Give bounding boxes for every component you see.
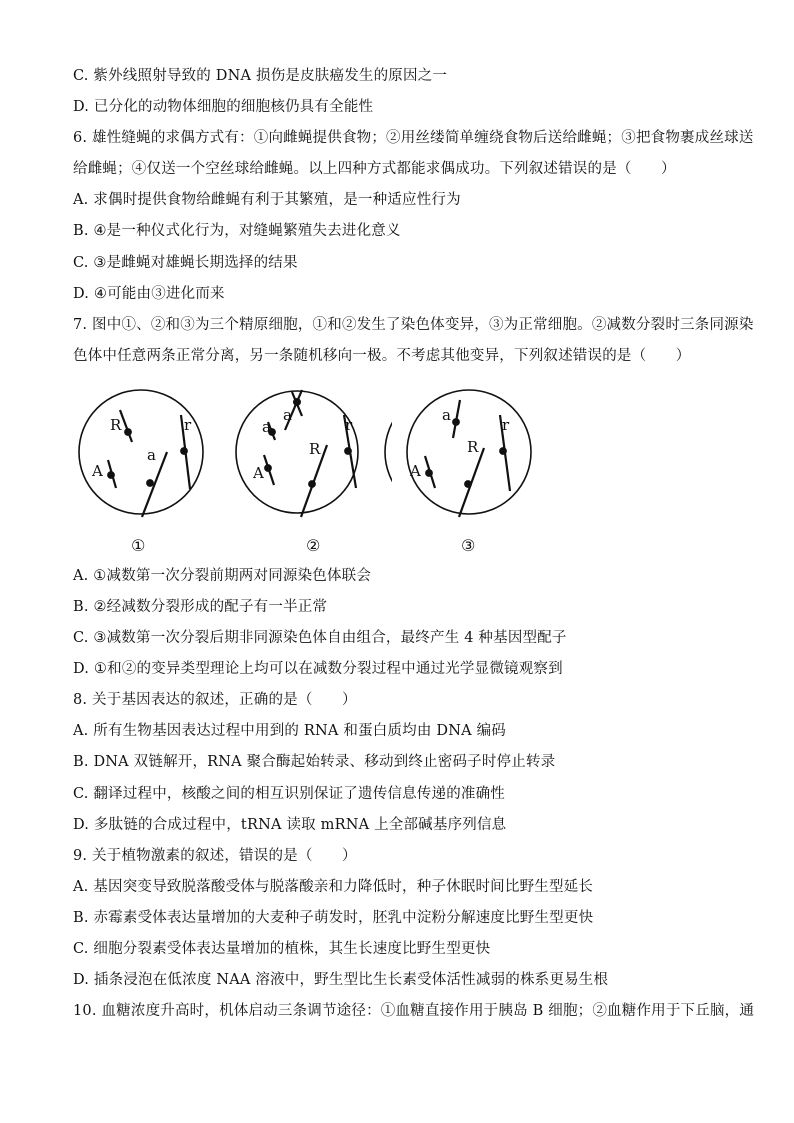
option-a-q6: A. 求偶时提供食物给雌蝇有利于其繁殖，是一种适应性行为	[73, 192, 461, 208]
figure-svg	[72, 380, 392, 560]
option-b-q6: B. ④是一种仪式化行为，对缝蝇繁殖失去进化意义	[73, 223, 401, 239]
figure-svg-cell-3	[392, 380, 562, 560]
chromosome-figure-cell-3	[392, 380, 562, 560]
gene-label: r	[502, 416, 510, 434]
option-c-q8: C. 翻译过程中，核酸之间的相互识别保证了遗传信息传递的准确性	[73, 786, 505, 802]
gene-label: r	[184, 416, 192, 434]
gene-label: R	[309, 440, 321, 458]
question-7-stem-1: 7. 图中①、②和③为三个精原细胞，①和②发生了染色体变异，③为正常细胞。②减数分裂时三条同源染	[73, 317, 754, 333]
gene-label: r	[345, 416, 353, 434]
gene-label: a	[147, 446, 156, 464]
question-6-stem-2: 给雌蝇；④仅送一个空丝球给雌蝇。以上四种方式都能求偶成功。下列叙述错误的是（ ）	[73, 161, 676, 177]
gene-label: A	[410, 462, 421, 480]
option-c-q9: C. 细胞分裂素受体表达量增加的植株，其生长速度比野生型更快	[73, 941, 491, 957]
option-c-q7: C. ③减数第一次分裂后期非同源染色体自由组合，最终产生 4 种基因型配子	[73, 630, 567, 646]
option-b-q9: B. 赤霉素受体表达量增加的大麦种子萌发时，胚乳中淀粉分解速度比野生型更快	[73, 910, 594, 926]
question-9-stem: 9. 关于植物激素的叙述，错误的是（ ）	[73, 848, 357, 864]
question-8-stem: 8. 关于基因表达的叙述，正确的是（ ）	[73, 692, 357, 708]
cell-number: ③	[461, 536, 476, 555]
gene-label: A	[253, 464, 264, 482]
cell-3-circle	[385, 390, 392, 514]
question-10-stem: 10. 血糖浓度升高时，机体启动三条调节途径：①血糖直接作用于胰岛 B 细胞；②血糖作用于下丘脑，通	[73, 1003, 755, 1019]
line-c-q5: C. 紫外线照射导致的 DNA 损伤是皮肤癌发生的原因之一	[73, 68, 448, 84]
option-d-q9: D. 插条浸泡在低浓度 NAA 溶液中，野生型比生长素受体活性减弱的株系更易生根	[73, 972, 609, 988]
gene-label: a	[442, 406, 451, 424]
option-b-q7: B. ②经减数分裂形成的配子有一半正常	[73, 599, 328, 615]
option-b-q8: B. DNA 双链解开，RNA 聚合酶起始转录、移动到终止密码子时停止转录	[73, 754, 556, 770]
gene-label: a	[283, 406, 292, 424]
gene-label: R	[110, 416, 122, 434]
chromosome-figure	[72, 380, 392, 560]
cell-number: ①	[131, 536, 146, 555]
option-a-q9: A. 基因突变导致脱落酸受体与脱落酸亲和力降低时，种子休眠时间比野生型延长	[73, 879, 594, 895]
question-6-stem-1: 6. 雄性缝蝇的求偶方式有：①向雌蝇提供食物；②用丝缕简单缠绕食物后送给雌蝇；③把食物裹成丝球送	[73, 130, 754, 146]
gene-label: A	[92, 462, 103, 480]
question-7-stem-2: 色体中任意两条正常分离，另一条随机移向一极。不考虑其他变异，下列叙述错误的是（ ）	[73, 348, 691, 364]
line-d-q5: D. 已分化的动物体细胞的细胞核仍具有全能性	[73, 99, 374, 115]
gene-label: R	[467, 438, 479, 456]
gene-label: a	[262, 418, 271, 436]
option-d-q8: D. 多肽链的合成过程中，tRNA 读取 mRNA 上全部碱基序列信息	[73, 817, 507, 833]
cell-2-circle	[236, 391, 358, 513]
cell-number: ②	[306, 536, 321, 555]
option-d-q6: D. ④可能由③进化而来	[73, 286, 225, 302]
option-a-q7: A. ①减数第一次分裂前期两对同源染色体联会	[73, 568, 372, 584]
option-a-q8: A. 所有生物基因表达过程中用到的 RNA 和蛋白质均由 DNA 编码	[73, 723, 506, 739]
option-d-q7: D. ①和②的变异类型理论上均可以在减数分裂过程中通过光学显微镜观察到	[73, 661, 563, 677]
option-c-q6: C. ③是雌蝇对雄蝇长期选择的结果	[73, 255, 298, 271]
